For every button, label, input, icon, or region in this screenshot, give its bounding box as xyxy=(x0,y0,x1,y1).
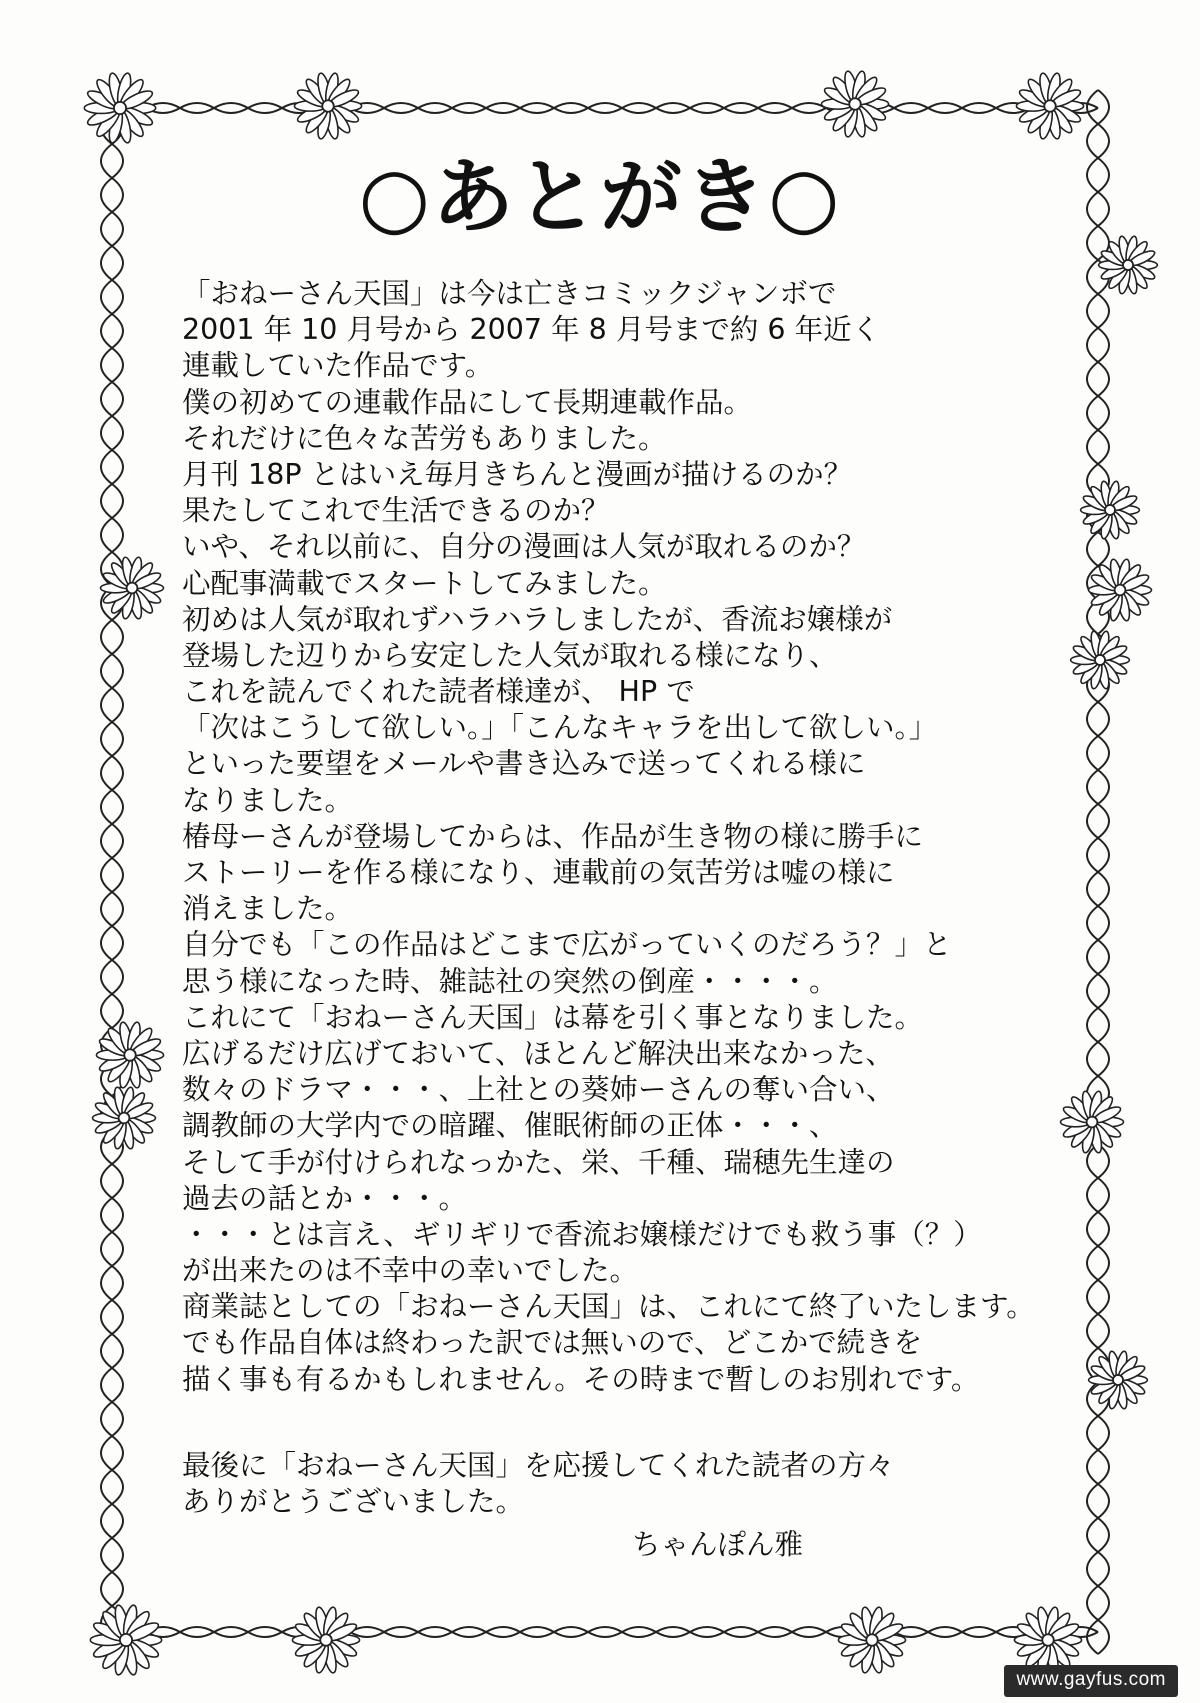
text-line: 最後に「おねーさん天国」を応援してくれた読者の方々 xyxy=(182,1449,895,1482)
rosette-ornament xyxy=(96,1021,163,1089)
rosette-ornament xyxy=(1016,72,1083,140)
text-line: それだけに色々な苦労もありました。 xyxy=(182,421,667,455)
text-line: 「次はこうして欲しい。」「こんなキャラを出して欲しい。」 xyxy=(182,711,938,745)
text-line: 過去の話とか・・・。 xyxy=(182,1181,468,1215)
text-line: 椿母ーさんが登場してからは、作品が生き物の様に勝手に xyxy=(182,819,924,853)
author-signature: ちゃんぽん雅 xyxy=(632,1528,804,1561)
afterword-body xyxy=(182,276,1062,1398)
rosette-ornament xyxy=(1089,558,1152,622)
text-line: でも作品自体は終わった訳では無いので、どこかで続きを xyxy=(182,1326,923,1360)
rosette-ornament xyxy=(1014,1606,1081,1674)
rosette-ornament xyxy=(294,72,361,140)
rosette-ornament xyxy=(1061,1090,1124,1154)
text-line: 心配事満載でスタートしてみました。 xyxy=(182,566,667,600)
rosette-ornament xyxy=(838,1606,905,1674)
text-line: 「おねーさん天国」は今は亡きコミックジャンボで xyxy=(182,277,837,310)
text-line: ありがとうございました。 xyxy=(182,1485,525,1519)
text-line: といった要望をメールや書き込みで送ってくれる様に xyxy=(182,747,866,781)
rosette-ornament xyxy=(292,1606,359,1674)
rosette-ornament xyxy=(101,556,164,620)
text-line: 数々のドラマ・・・、上社との葵姉ーさんの奪い合い、 xyxy=(182,1073,895,1107)
text-line: 月刊 18P とはいえ毎月きちんと漫画が描けるのか？ xyxy=(182,457,853,491)
text-line: 僕の初めての連載作品にして長期連載作品。 xyxy=(182,385,753,419)
closing-message xyxy=(182,1448,1062,1520)
rosette-ornament xyxy=(84,72,155,144)
text-line: 描く事も有るかもしれません。その時まで暫しのお別れです。 xyxy=(182,1362,980,1396)
text-line: 2001 年 10 月号から 2007 年 8 月号まで約 6 年近く xyxy=(182,313,881,347)
text-line: これを読んでくれた読者様達が、 HP で xyxy=(182,675,695,709)
text-line: 調教師の大学内での暗躍、催眠術師の正体・・・、 xyxy=(182,1109,838,1143)
text-line: 登場した辺りから安定した人気が取れる様になり、 xyxy=(182,638,838,672)
page-title: ○あとがき○ xyxy=(358,150,842,245)
text-line: 自分でも「この作品はどこまで広がっていくのだろう？」と xyxy=(182,928,952,962)
text-line: なりました。 xyxy=(182,783,354,817)
text-line: 思う様になった時、雑誌社の突然の倒産・・・・。 xyxy=(182,964,838,998)
text-line: そして手が付けられなっかた、栄、千種、瑞穂先生達の xyxy=(182,1145,895,1179)
site-watermark: www.gayfus.com xyxy=(1004,1665,1178,1697)
rosette-ornament xyxy=(1071,630,1130,689)
rosette-ornament xyxy=(821,70,888,138)
text-line: 果たしてこれで生活できるのか？ xyxy=(182,494,610,528)
text-line: これにて「おねーさん天国」は幕を引く事となりました。 xyxy=(182,1000,924,1034)
text-line: ストーリーを作る様になり、連載前の気苦労は嘘の様に xyxy=(182,856,895,889)
text-line: 連載していた作品です。 xyxy=(182,349,494,383)
text-line: 広げるだけ広げておいて、ほとんど解決出来なかった、 xyxy=(182,1036,894,1070)
text-line: いや、それ以前に、自分の漫画は人気が取れるのか？ xyxy=(182,530,866,564)
text-line: 消えました。 xyxy=(182,892,354,926)
text-line: 初めは人気が取れずハラハラしましたが、香流お嬢様が xyxy=(182,602,893,636)
text-line: 商業誌としての「おねーさん天国」は、これにて終了いたします。 xyxy=(182,1290,1035,1324)
rosette-ornament xyxy=(90,1604,161,1676)
text-line: が出来たのは不幸中の幸いでした。 xyxy=(182,1254,639,1288)
rosette-ornament xyxy=(1089,1350,1148,1409)
text-line: ・・・とは言え、ギリギリで香流お嬢様だけでも救う事（？） xyxy=(182,1217,982,1251)
